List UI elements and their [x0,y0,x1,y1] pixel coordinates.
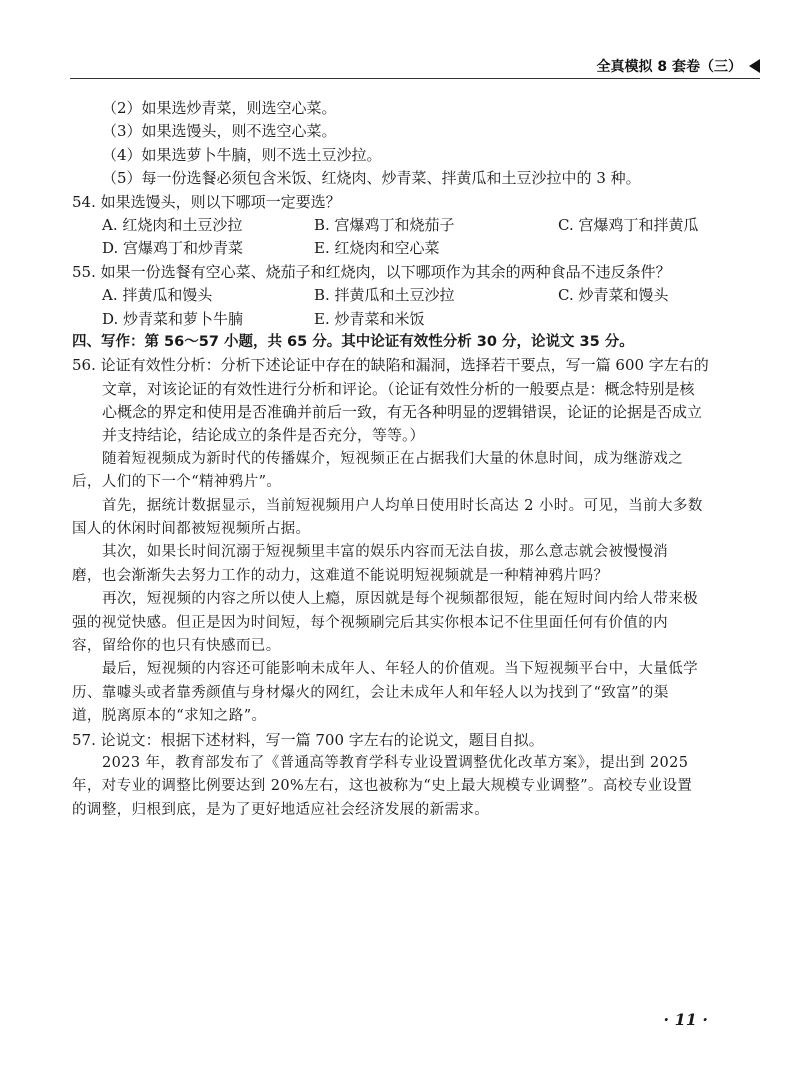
argument-para-4-line-2: 强的视觉快感。但正是因为时间短，每个视频刷完后其实你根本记不住里面任何有价值的内 [72,614,668,631]
argument-para-5-line-2: 历、靠噱头或者靠秀颜值与身材爆火的网红，会让未成年人和年轻人以为找到了“致富”的渠 [72,684,669,701]
page-number: · 11 · [663,1010,708,1029]
page-content [72,97,732,822]
question-55-stem: 55. 如果一份选餐有空心菜、烧茄子和红烧肉，以下哪项作为其余的两种食品不违反条件？ [72,262,671,281]
question-55-options-row-1 [72,284,732,307]
question-56-line-1: 56. 论证有效性分析：分析下述论证中存在的缺陷和漏洞，选择若干要点，写一篇 600 字左右的 [72,356,709,375]
argument-para-3-line-2: 磨，也会渐渐失去努力工作的动力，这难道不能说明短视频就是一种精神鸦片吗？ [72,567,609,584]
argument-para-1-line-1: 随着短视频成为新时代的传播媒介，短视频正在占据我们大量的休息时间，成为继游戏之 [102,450,684,467]
q55-option-e: E. 炒青菜和米饭 [314,309,425,328]
question-56-line-3: 心概念的界定和使用是否准确并前后一致，有无各种明显的逻辑错误，论证的论据是否成立 [102,403,703,422]
q54-option-d: D. 宫爆鸡丁和炒青菜 [102,239,244,258]
condition-3: （3）如果选馒头，则不选空心菜。 [102,122,337,141]
argument-para-3-line-1: 其次，如果长时间沉溺于短视频里丰富的娱乐内容而无法自拔，那么意志就会被慢慢消 [102,544,669,561]
question-54-stem: 54. 如果选馒头，则以下哪项一定要选？ [72,192,341,211]
material-line-2: 年，对专业的调整比例要达到 20%左右，这也被称为“史上最大规模专业调整”。高校专业设置 [72,778,693,795]
argument-para-4-line-3: 容，留给你的也只有快感而已。 [72,637,281,654]
question-57-stem: 57. 论说文：根据下述材料，写一篇 700 字左右的论说文，题目自拟。 [72,730,544,749]
argument-para-2-line-2: 国人的休闲时间都被短视频所占据。 [72,521,311,538]
header-title: 全真模拟 8 套卷（三） [596,59,742,75]
question-54-options-row-1 [72,214,732,237]
section-4-heading: 四、写作：第 56～57 小题，共 65 分。其中论证有效性分析 30 分，论说文 35 分。 [72,333,634,350]
q54-option-b: B. 宫爆鸡丁和烧茄子 [314,215,455,234]
question-54-options-row-2 [72,237,732,260]
q55-option-b: B. 拌黄瓜和土豆沙拉 [314,286,455,305]
argument-para-2-line-1: 首先，据统计数据显示，当前短视频用户人均单日使用时长高达 2 小时。可见，当前大多数 [102,497,703,514]
argument-para-5-line-3: 道，脱离原本的“求知之路”。 [72,708,267,725]
argument-para-4-line-1: 再次，短视频的内容之所以使人上瘾，原因就是每个视频都很短，能在短时间内给人带来极 [102,591,698,608]
condition-2: （2）如果选炒青菜，则选空心菜。 [102,99,337,117]
material-line-1: 2023 年，教育部发布了《普通高等教育学科专业设置调整优化改革方案》，提出到 2025 [102,754,689,771]
q54-option-a: A. 红烧肉和土豆沙拉 [102,215,243,234]
q54-option-e: E. 红烧肉和空心菜 [314,239,440,258]
material-line-3: 的调整，归根到底，是为了更好地适应社会经济发展的新需求。 [72,801,490,818]
q54-option-c: C. 宫爆鸡丁和拌黄瓜 [558,215,699,234]
running-header [70,52,760,79]
q55-option-d: D. 炒青菜和萝卜牛腩 [102,309,244,328]
q55-option-c: C. 炒青菜和馒头 [558,286,669,305]
condition-5: （5）每一份选餐必须包含米饭、红烧肉、炒青菜、拌黄瓜和土豆沙拉中的 3 种。 [102,169,641,188]
argument-para-5-line-1: 最后，短视频的内容还可能影响未成年人、年轻人的价值观。当下短视频平台中，大量低学 [102,661,698,678]
argument-para-1-line-2: 后，人们的下一个“精神鸦片”。 [72,474,282,491]
question-56-line-4: 并支持结论，结论成立的条件是否充分，等等。） [102,426,425,445]
question-55-options-row-2 [72,308,732,331]
left-triangle-icon [749,59,760,73]
q55-option-a: A. 拌黄瓜和馒头 [102,286,213,305]
question-56-line-2: 文章，对该论证的有效性进行分析和评论。（论证有效性分析的一般要点是：概念特别是核 [102,379,695,398]
condition-4: （4）如果选萝卜牛腩，则不选土豆沙拉。 [102,145,382,164]
